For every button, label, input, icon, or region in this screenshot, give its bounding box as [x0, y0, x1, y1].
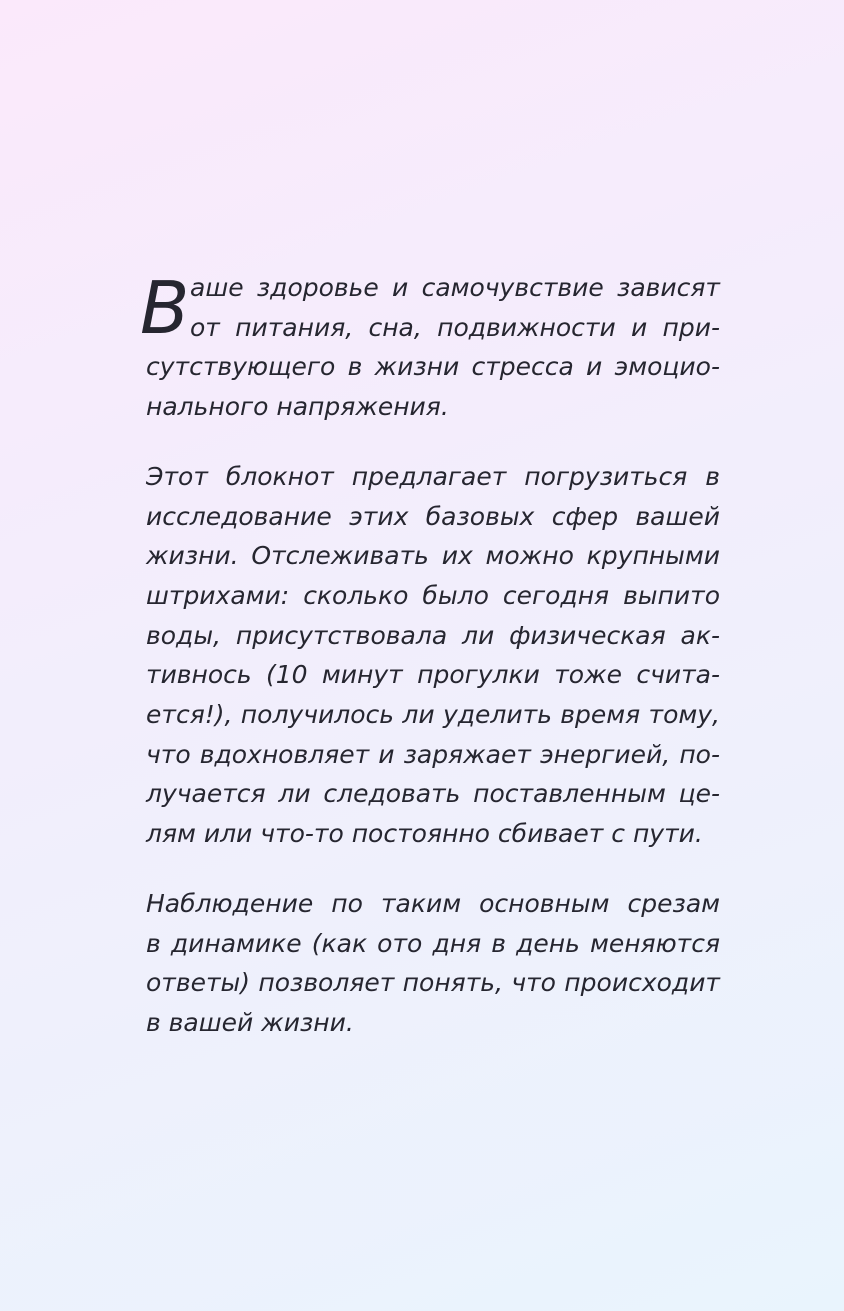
paragraph-line: ответы) позволяет понять, что происходит [146, 968, 720, 998]
paragraph-line: Наблюдение по таким основным срезам [146, 888, 720, 918]
paragraph-line: тивнось (10 минут прогулки тоже счита- [146, 660, 720, 690]
paragraph-line: в вашей жизни. [146, 1007, 354, 1037]
paragraph-line: воды, присутствовала ли физическая ак- [146, 620, 720, 650]
paragraph-observation [146, 884, 720, 1043]
paragraph-intro [140, 266, 720, 427]
paragraph-line: жизни. Отслеживать их можно крупными [146, 541, 720, 571]
paragraph-line: от питания, сна, подвижности и при- [190, 312, 720, 342]
paragraph-notebook-purpose [146, 457, 720, 854]
paragraph-line: ется!), получилось ли уделить время тому, [146, 700, 720, 730]
paragraph-line: исследование этих базовых сфер вашей [146, 501, 720, 531]
paragraph-line: штрихами: сколько было сегодня выпито [146, 580, 720, 610]
paragraph-line: что вдохновляет и заряжает энергией, по- [146, 739, 720, 769]
paragraph-line: лучается ли следовать поставленным це- [146, 779, 720, 809]
paragraph-line: сутствующего в жизни стресса и эмоцио- [146, 352, 720, 382]
paragraph-line: в динамике (как ото дня в день меняются [146, 928, 720, 958]
paragraph-line: нального напряжения. [146, 392, 449, 422]
drop-cap: В [140, 266, 190, 350]
paragraph-line: Этот блокнот предлагает погрузиться в [146, 461, 720, 491]
paragraph-line: лям или что-то постоянно сбивает с пути. [146, 819, 703, 849]
line-text: аше здоровье и самочувствие зависят [190, 273, 720, 302]
body-text [140, 266, 720, 1073]
